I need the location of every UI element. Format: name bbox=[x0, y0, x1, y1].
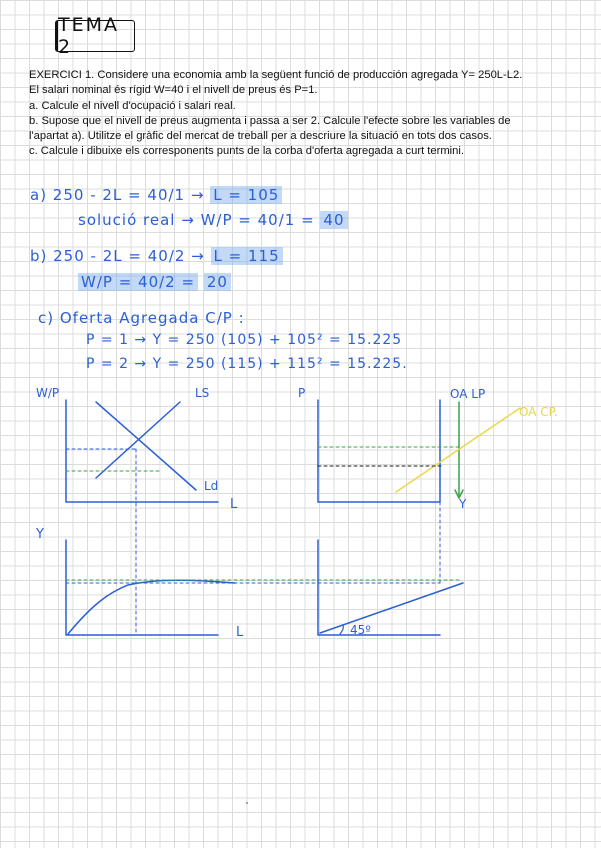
production-axes bbox=[66, 540, 218, 635]
as-short-run-line bbox=[396, 408, 520, 492]
answer-c-price-2: P = 2 → Y = 250 (115) + 115² = 15.225. bbox=[86, 356, 408, 372]
exercise-line-6: c. Calcule i dibuixe els corresponents punts de la corba d'oferta agregada a curt termini. bbox=[29, 145, 464, 158]
answer-b-real-wage-eq: W/P = 40/2 = bbox=[78, 273, 198, 291]
labor-axes bbox=[66, 400, 218, 502]
angle-graph bbox=[318, 540, 463, 637]
answer-a-result: L = 105 bbox=[210, 186, 282, 204]
labor-demand-curve bbox=[96, 402, 196, 490]
answer-b-result: L = 115 bbox=[211, 247, 283, 265]
production-graph bbox=[35, 527, 462, 640]
exercise-line-2: El salari nominal és rígid W=40 i el nivell de preus és P=1. bbox=[29, 84, 318, 97]
labor-x-label: L bbox=[230, 497, 238, 512]
stray-dot bbox=[246, 802, 248, 804]
answer-c-heading: c) Oferta Agregada C/P : bbox=[38, 309, 245, 327]
angle-label: 45º bbox=[350, 623, 371, 637]
answer-c-price-1: P = 1 → Y = 250 (105) + 105² = 15.225 bbox=[86, 332, 403, 348]
answer-a-equation-text: a) 250 - 2L = 40/1 → bbox=[30, 186, 205, 204]
as-long-run-label: OA LP bbox=[450, 387, 486, 401]
as-axes bbox=[318, 400, 440, 502]
production-x-label: L bbox=[236, 625, 244, 640]
page-title: TEMA 2 bbox=[55, 20, 135, 52]
as-short-run-label: OA CP. bbox=[519, 405, 558, 419]
angle-45-line bbox=[320, 583, 463, 633]
answer-a-real-wage-result: 40 bbox=[320, 211, 347, 229]
exercise-line-5: l'apartat a). Utilitze el gràfic del mercat de treball per a descriure la situació en tots dos casos. bbox=[29, 130, 492, 143]
exercise-line-3: a. Calcule el nivell d'ocupació i salari real. bbox=[29, 99, 236, 112]
production-curve bbox=[68, 580, 235, 634]
production-y-label: Y bbox=[36, 527, 44, 542]
answer-a-real-wage-label: solució real → bbox=[78, 211, 195, 229]
as-y-label: P bbox=[298, 386, 306, 400]
labor-y-label: W/P bbox=[36, 386, 60, 400]
angle-axes bbox=[318, 540, 440, 635]
exercise-line-1: EXERCICI 1. Considere una economia amb la següent funció de producción agregada Y= 250L-L2. bbox=[29, 69, 523, 81]
aggregate-supply-graph bbox=[298, 386, 558, 583]
as-bottom-label: Y bbox=[459, 497, 467, 511]
answer-a-real-wage-eq: W/P = 40/1 = bbox=[200, 211, 315, 229]
labor-supply-label: LS bbox=[195, 386, 210, 400]
answer-b-equation-text: b) 250 - 2L = 40/2 → bbox=[30, 247, 205, 265]
labor-demand-label: Ld bbox=[204, 479, 219, 493]
exercise-line-4: b. Supose que el nivell de preus augmenta i passa a ser 2. Calcule l'efecte sobre les variables de bbox=[29, 114, 511, 127]
answer-b-real-wage-result: 20 bbox=[204, 273, 231, 291]
